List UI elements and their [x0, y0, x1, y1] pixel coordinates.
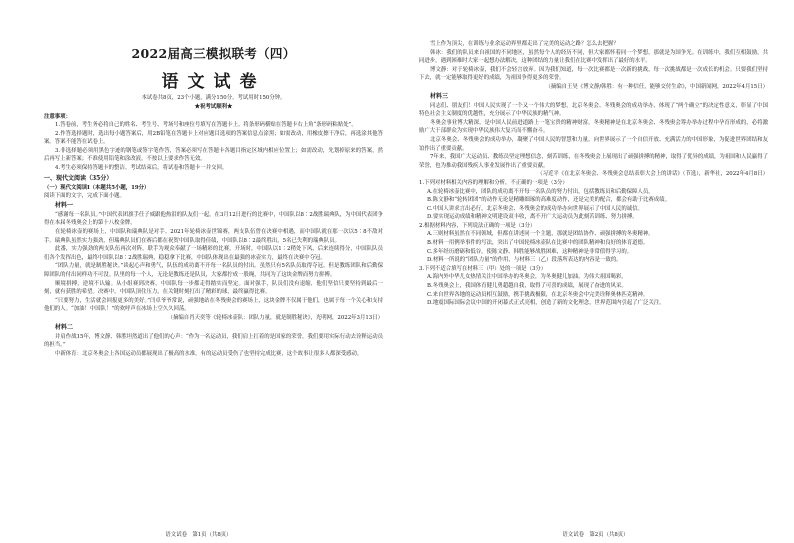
material-source: （摘编自肖天奕等《轮椅冰壶队：团队力量，就是制胜秘诀》，光明网，2022年3月13日）: [167, 314, 383, 321]
answer-option: C.来自世界各地的运动员相互鼓励，携手挑战极限，在北京冬奥会中完美诠释奥林匹克精神。: [427, 291, 649, 298]
good-luck-banner: ★祝考试顺利★: [194, 103, 233, 110]
answer-option: C.中国人讲求言出必行，北京冬奥会、冬残奥会的成功举办向世界展示了中国人民的诚信。: [427, 205, 643, 212]
question-stem: 3.下列不适合填写在材料三（甲）处的一项是（3分）: [419, 265, 547, 272]
material-label: 材料三: [430, 92, 449, 100]
paper-title: 语文试卷: [161, 72, 266, 92]
material-paragraph: 顺境拼搏，逆境不认输。从小组赛到决赛，中国队每一步都走得踏实而坚定。面对强手，队员们没有退缩，他们坚信只要坚持到最后一刻，就有获胜的希望。决赛中，中国队顶住压力，在关键时刻打出了精彩的球，最终赢得比赛。: [44, 280, 383, 296]
material-paragraph: 此番，实力强劲的两支队伍再次对阵，联手为观众奉献了一场精彩的比赛。开场时，中国队以1∶2稍处下风，后来连续得分，中国队队员们各个发挥出色，最终中国队以8∶2战胜瑞典，稳稳拿下比赛，中国队体现出在最强的冰壶实力，最终在决赛中夺冠。: [44, 246, 383, 261]
material-paragraph: 中新体育：北京冬奥会上各国运动员都展现出了极高的水准，有的运动员受伤了也坚持完成比赛，这个故事让很多人都深受感动。: [55, 350, 363, 357]
material-paragraph: 冬奥会事业博大精深，是中国人民前进道路上一笔宝贵的精神财富。冬奥精神是在北京冬奥会、冬残奥会筹办举办过程中孕育形成的，必将激励广大干部群众为实现中华民族伟大复兴而不懈奋斗。: [419, 119, 768, 135]
page-footer: 语文试卷 第1页（共8页）: [165, 532, 232, 538]
question-stem: 1.下列对材料相关内容的理解和分析，不正确的一项是（3分）: [419, 179, 568, 186]
exam-title: 2022届高三模拟联考（四）: [131, 46, 296, 61]
material-paragraph: 7年来，我国广大运动员、教练员坚定理想信念，刻苦训练，在冬残奥会上展现出了顽强拼搏的精神，取得了优异的成绩，为祖国和人民赢得了荣誉，也为推动我国残疾人事业发展作出了重要贡献。: [419, 154, 768, 169]
material-paragraph: 雪上作为顶尖，在训练与业余运动界里都走出了完美的运动之路？怎么去把握？: [430, 41, 619, 47]
section-heading: 一、现代文阅读（35分）: [44, 174, 113, 182]
material-source: （习近平《在北京冬奥会、冬残奥会总结表彰大会上的讲话》（节选），新华社，2022年4月8日）: [537, 171, 768, 178]
answer-option: D.要实现运动成绩和精神文明建设双丰收，离不开广大运动员为此刻苦训练、努力拼搏。: [427, 214, 638, 221]
answer-option: C.多年经历磨砺和低谷，使陈文静、韩胜能够战胜困难，这种精神是非常值得学习的。: [427, 248, 633, 255]
material-paragraph: “团队力量，就是制胜秘诀。”谈起心声和勇气，队伍的成功离不开每一名队员的付出。虽然只有5名队员取得夺冠，但是教练团队和后勤保障团队的付出同样功不可没。队里的每一个人，无论是教练还是队员，大家都拧成一股绳，共同为了这块金牌而努力拼搏。: [44, 263, 383, 278]
material-paragraph: 并肩作战15年，博文静、韩胜坦然道出了他们的心声：“作为一名运动员，我们肩上扛着的是国家的荣誉，我们要用实际行动去诠释运动员的担当。”: [44, 333, 383, 349]
material-paragraph: 韩冰：我们的队员来自祖国的不同地区，虽然每个人的经历不同，但大家都怀着同一个梦想，那就是为国争光。在训练中，我们互相鼓励，共同进步，遇到困难时大家一起想办法解决，这种团结的力量让我们在比赛中发挥出了最好的水平。: [419, 49, 768, 65]
material-paragraph: “感谢每一名队员。”中国代表团旗手任子威跟他热泪的队友们一起，在3月12日进行的比赛中，中国队以8∶2战胜瑞典队，为中国代表团争得在本届冬残奥会上的第十八枚金牌。: [44, 211, 383, 227]
note-item: 2.作答选择题时，选出每小题答案后，用2B铅笔在答题卡上对应题目选项的答案信息点涂黑；如需改动，用橡皮擦干净后，再选涂其他答案。答案不能答在试卷上。: [44, 130, 383, 146]
answer-option: D.材料一所说的“团队力量”的作用，与材料三（乙）段落所表达的内容是一致的。: [427, 257, 622, 264]
material-label: 材料一: [55, 201, 74, 209]
material-paragraph: 博文静：对于轮椅冰壶，我们不会轻言放弃。因为我们知道，每一次比赛都是一次新的挑战，每一次挑战都是一次成长的机会。只要我们坚持下去，就一定能够取得更好的成绩，为祖国争得更多的荣誉。: [419, 66, 768, 82]
answer-option: B.冬残奥会上，我国体育健儿勇超越自我，取得了可喜的成绩，展现了奋进的风采。: [427, 283, 627, 290]
material-paragraph: “只要努力，生活就会回报更多的美好。”闫卓爷爷常说，顽强地站在冬残奥会的赛场上，这块金牌不仅属于他们，也属于每一个关心和支持他们的人。“加油！中国队！”的欢呼声在冰场上空久久回荡。: [44, 297, 383, 313]
note-item: 1.答卷前，考生务必将自己的姓名、考生号、考场号和座位号填写在答题卡上。将条形码横贴在答题卡右上角“条形码粘贴处”。: [55, 122, 357, 129]
note-item: 4.考生必须保持答题卡的整洁。考试结束后，将试卷和答题卡一并交回。: [55, 165, 228, 172]
question-stem: 2.根据材料内容，下列说法正确的一项是（3分）: [419, 222, 536, 229]
answer-option: A.三则材料虽然在不同领域，但都在讲述同一个主题，那就是团结协作、顽强拼搏的冬奥精神。: [427, 231, 654, 238]
answer-option: A.海内外中华儿女热情关注中国举办的冬奥会，为冬奥健儿加油，为伟大祖国喝彩。: [427, 274, 627, 281]
material-source: （摘编自王昊《博文静/韩胜：有一种信任，能够交付生命》，中国新闻网，2022年4月15日）: [545, 83, 768, 90]
exam-meta: 本试卷共8页，23个小题，满分150分。考试用时150分钟。: [141, 95, 286, 101]
material-label: 材料二: [55, 323, 74, 331]
page-2-column: [397, 40, 794, 543]
answer-option: D.地震国际国际会议中国的开闭幕式正式亮相，创造了新的文化理念，世界范围内引起了广泛关注。: [427, 300, 665, 307]
answer-option: B.材料一用例举事件的写法，突出了中国轮椅冰壶队在比赛中的团队精神和良好的体育道德。: [427, 240, 649, 247]
material-paragraph: 北京冬奥会、冬残奥会的成功举办，凝聚了中国人民的智慧和力量，向世界展示了一个自信开放、充满活力的中国形象，为促进世界团结和友谊作出了重要贡献。: [419, 136, 768, 152]
page-1-column: [0, 40, 397, 543]
subsection-heading: （一）现代文阅读Ⅰ（本题共5小题，19分）: [44, 184, 150, 191]
reading-instruction: 阅读下面的文字，完成下面小题。: [44, 193, 125, 200]
answer-option: B.陈文静和“轮转团团”的动作无论是精雕细琢的高难度动作，还是完美的配合，都会有助于比赛成绩。: [427, 197, 670, 204]
answer-option: A.在轮椅冰壶比赛中，团队的成功离不开每一名队员的努力付出，包括教练员和后勤保障人员。: [427, 188, 654, 195]
material-paragraph: 同志们、朋友们！中国人民实现了一个又一个伟大的梦想，北京冬奥会、冬残奥会的成功举办，体现了“两个确立”的决定性意义，彰显了中国特色社会主义制度的优越性，充分展示了中华民族的精气神。: [419, 102, 768, 118]
notes-heading: 注意事项：: [44, 113, 71, 120]
note-item: 3.非选择题必须用黑色字迹的钢笔或签字笔作答，答案必须写在答题卡各题目指定区域内相应位置上；如需改动，先划掉原来的答案，然后再写上新答案；不准使用铅笔和涂改液。不按以上要求作答无效。: [44, 147, 383, 163]
page-footer: 语文试卷 第2页（共8页）: [562, 532, 629, 538]
material-paragraph: 在轮椅冰壶的赛场上，中国队和瑞典队是对手。2021年轮椅冰壶世锦赛，两支队伍曾在决赛中相遇，而中国队就在那一次以5∶8不敌对手。瑞典队虽然实力强劲，但瑞典队员们在赛后都在祝贺中国队取得佳绩，中国队以8∶2最终胜出，5名已失利的瑞典队员。: [44, 229, 383, 244]
